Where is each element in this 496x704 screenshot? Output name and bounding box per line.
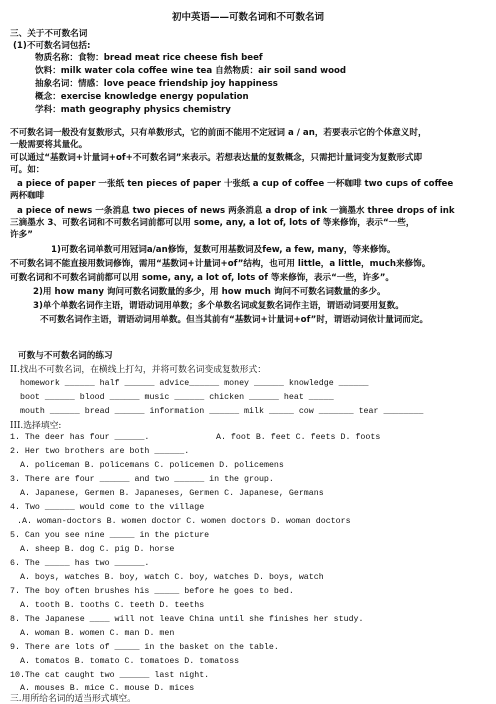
question: 5. Can you see nine _____ in the picture <box>10 531 210 540</box>
question-options: A. Japanese, Germen B. Japaneses, Germen C. Japanese, Germans <box>20 489 324 498</box>
question: 2. Her two brothers are both ______. <box>10 447 190 456</box>
question: 8. The Japanese ____ will not leave China until she finishes her study. <box>10 615 364 624</box>
rule-text: 不可数名词一般没有复数形式，只有单数形式，它的前面不能用不定冠词 a / an，若要表示它的个体意义时， <box>10 128 427 138</box>
rule-text: 不可数名词不能直接用数词修饰，需用“基数词+计量词+of”结构，也可用 little，a little，much来修饰。 <box>10 259 431 269</box>
rule-text: 3)单个单数名词作主语，谓语动词用单数；多个单数名词或复数名词作主语，谓语动词要用复数。 <box>33 301 404 311</box>
category-abstract: 抽象名词：情感：love peace friendship joy happiness <box>35 79 278 89</box>
example-text: 许多” <box>10 230 33 240</box>
example-text: 两杯咖啡 <box>10 191 45 201</box>
rule-text: 2)用 how many 询问可数名词数量的多少，用 how much 询问不可数名词数量的多少。 <box>33 287 386 297</box>
question: 3. There are four ______ and two ______ in the group. <box>10 475 274 484</box>
exercise-iv-heading: 三.用所给名词的适当形式填空。 <box>10 694 136 704</box>
exercise-ii-row: mouth ______ bread ______ information ______ milk _____ cow _______ tear ________ <box>20 407 424 416</box>
rule-text: 可。如： <box>10 165 45 175</box>
question-options: A. boys, watches B. boy, watch C. boy, watches D. boys, watch <box>20 573 324 582</box>
example-text: a piece of paper 一张纸 ten pieces of paper 十张纸 a cup of coffee 一杯咖啡 two cups of coffee <box>17 179 454 189</box>
category-subject: 学科：math geography physics chemistry <box>35 105 231 115</box>
rule-text: 1)可数名词单数可用冠词a/an修饰，复数可用基数词及few, a few, many，等来修饰。 <box>51 245 396 255</box>
example-text: a piece of news 一条消息 two pieces of news 两条消息 a drop of ink 一滴墨水 three drops of ink <box>17 206 455 216</box>
exercise-ii-row: boot ______ blood ______ music ______ chicken ______ heat _____ <box>20 393 334 402</box>
section-heading: 三、关于不可数名词 <box>10 29 88 39</box>
question: 4. Two ______ would come to the village <box>10 503 205 512</box>
question-options: A. tomatos B. tomato C. tomatoes D. tomatoss <box>20 657 240 666</box>
practice-heading: 可数与不可数名词的练习 <box>18 351 113 361</box>
subsection-heading: (1)不可数名词包括: <box>13 41 91 51</box>
question-options: A. foot B. feet C. feets D. foots <box>216 433 381 442</box>
question-options: .A. woman-doctors B. women doctor C. women doctors D. woman doctors <box>17 517 351 526</box>
example-text: 三滴墨水 3、可数名词和不可数名词前都可以用 some, any, a lot of, lots of 等来修饰，表示“一些， <box>10 218 415 228</box>
question: 9. There are lots of _____ in the basket on the table. <box>10 643 279 652</box>
question: 10.The cat caught two ______ last night. <box>10 671 210 680</box>
category-drink: 饮料：milk water cola coffee wine tea 自然物质：air soil sand wood <box>35 66 347 76</box>
question-options: A. woman B. women C. man D. men <box>20 629 175 638</box>
page-title: 初中英语——可数名词和不可数名词 <box>172 12 325 23</box>
question-options: A. policeman B. policemans C. policemen D. policemens <box>20 461 284 470</box>
question: 1. The deer has four ______. <box>10 433 150 442</box>
question-options: A. tooth B. tooths C. teeth D. teeths <box>20 601 205 610</box>
question-options: A. sheep B. dog C. pig D. horse <box>20 545 175 554</box>
category-concept: 概念：exercise knowledge energy population <box>35 92 249 102</box>
rule-text: 不可数名词作主语，谓语动词用单数。但当其前有“基数词+计量词+of”时，谓语动词依计量词而定。 <box>40 315 429 325</box>
rule-text: 可数名词和不可数名词前都可以用 some, any, a lot of, lots of 等来修饰，表示“一些，许多”。 <box>10 273 394 283</box>
category-food: 物质名称：食物：bread meat rice cheese fish beef <box>35 53 263 63</box>
rule-text: 一般需要将其量化。 <box>10 140 88 150</box>
exercise-ii-row: homework ______ half ______ advice______ money ______ knowledge ______ <box>20 379 369 388</box>
rule-text: 可以通过“基数词+计量词+of+不可数名词”来表示。若想表达量的复数概念，只需把计量词变为复数形式即 <box>10 153 423 163</box>
exercise-iii-heading: III.选择填空: <box>10 421 62 431</box>
exercise-ii-heading: II.找出不可数名词，在横线上打勾，并将可数名词变成复数形式： <box>10 365 267 375</box>
question: 6. The _____ has two ______. <box>10 559 150 568</box>
question: 7. The boy often brushes his _____ before he goes to bed. <box>10 587 294 596</box>
question-options: A. mouses B. mice C. mouse D. mices <box>20 684 195 693</box>
